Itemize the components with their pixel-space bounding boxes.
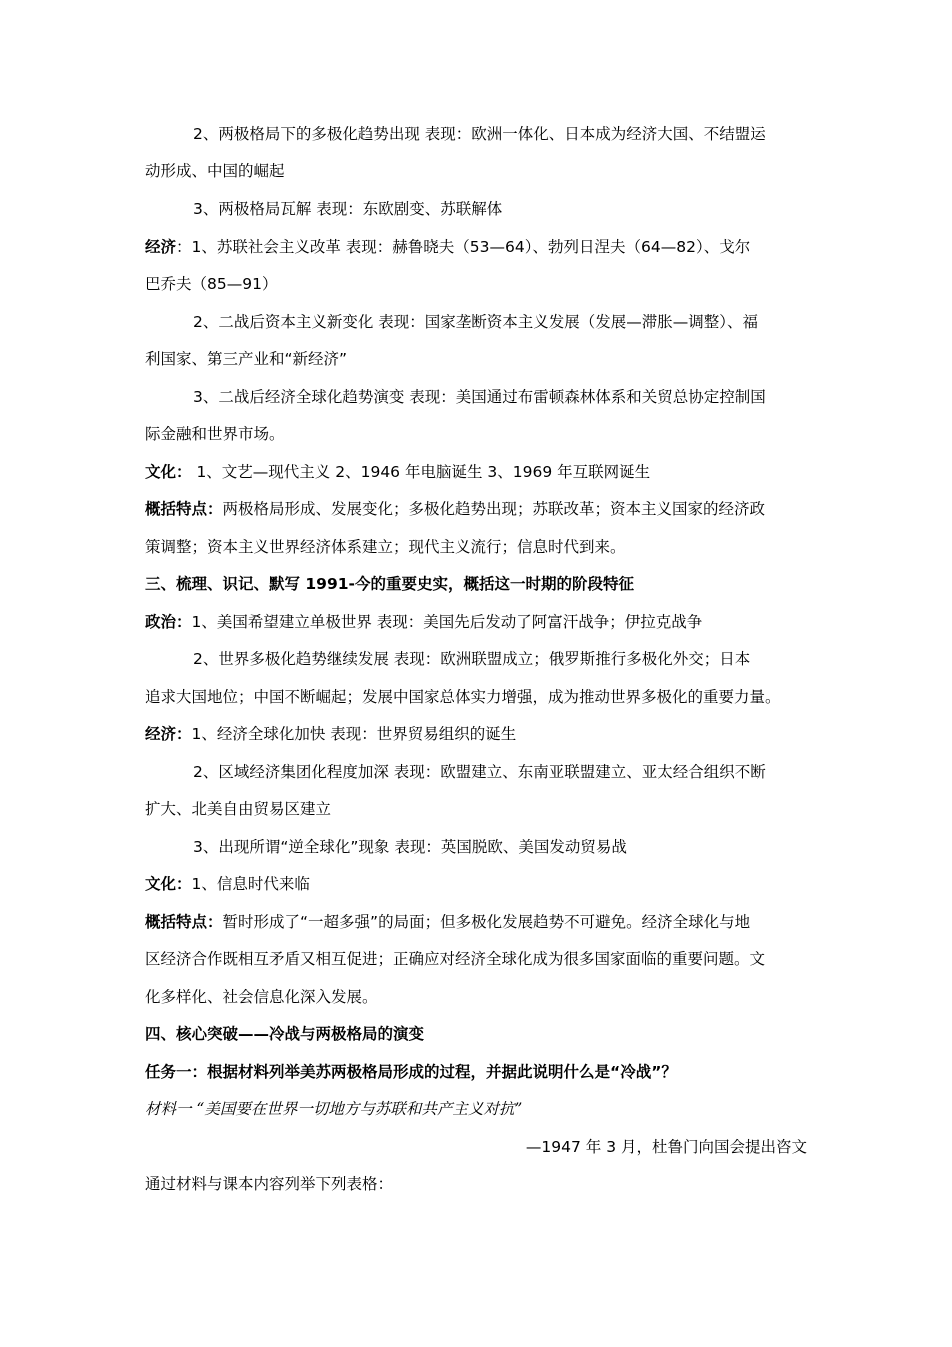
text-line (145, 724, 810, 744)
text-line: 区经济合作既相互矛盾又相互促进；正确应对经济全球化成为很多国家面临的重要问题。文 (145, 950, 766, 968)
text-line: 巴乔夫（85—91） (145, 275, 278, 293)
section-label: 概括特点： (145, 500, 223, 518)
section-heading: 三、梳理、识记、默写 1991-今的重要史实，概括这一时期的阶段特征 (145, 575, 634, 593)
text-line (145, 874, 810, 894)
text-span: 1、经济全球化加快 表现：世界贸易组织的诞生 (191, 725, 517, 743)
section-label: 概括特点： (145, 913, 223, 931)
material-quote: 材料一 “美国要在世界一切地方与苏联和共产主义对抗” (145, 1100, 523, 1118)
text-line: 扩大、北美自由贸易区建立 (145, 800, 332, 818)
text-line: 通过材料与课本内容列举下列表格： (145, 1175, 394, 1193)
text-line: 2、两极格局下的多极化趋势出现 表现：欧洲一体化、日本成为经济大国、不结盟运 (193, 125, 766, 143)
text-line: 化多样化、社会信息化深入发展。 (145, 988, 378, 1006)
text-line (145, 612, 810, 632)
text-line: 策调整；资本主义世界经济体系建立；现代主义流行；信息时代到来。 (145, 538, 626, 556)
section-heading: 四、核心突破——冷战与两极格局的演变 (145, 1025, 425, 1043)
text-line: 2、二战后资本主义新变化 表现：国家垄断资本主义发展（发展—滞胀—调整）、福 (193, 313, 759, 331)
text-line: 利国家、第三产业和“新经济” (145, 350, 348, 368)
text-line (145, 237, 810, 257)
text-line: 2、区域经济集团化程度加深 表现：欧盟建立、东南亚联盟建立、亚太经合组织不断 (193, 763, 766, 781)
text-span: 1、信息时代来临 (191, 875, 310, 893)
text-line (145, 499, 810, 519)
text-span: 暂时形成了“一超多强”的局面；但多极化发展趋势不可避免。经济全球化与地 (222, 913, 751, 931)
task-heading: 任务一：根据材料列举美苏两极格局形成的过程，并据此说明什么是“冷战”？ (145, 1063, 677, 1081)
text-line: 动形成、中国的崛起 (145, 162, 285, 180)
text-span: 两极格局形成、发展变化；多极化趋势出现；苏联改革；资本主义国家的经济政 (222, 500, 766, 518)
text-line (145, 912, 810, 932)
section-label: 经济 (145, 238, 177, 256)
text-line: 2、世界多极化趋势继续发展 表现：欧洲联盟成立；俄罗斯推行多极化外交；日本 (193, 650, 751, 668)
section-label: 文化： (145, 463, 192, 481)
text-span: 1、美国希望建立单极世界 表现：美国先后发动了阿富汗战争；伊拉克战争 (191, 613, 703, 631)
text-line: 3、出现所谓“逆全球化”现象 表现：英国脱欧、美国发动贸易战 (193, 838, 627, 856)
quote-attribution: —1947 年 3 月，杜鲁门向国会提出咨文 (525, 1138, 807, 1156)
section-label: 经济： (145, 725, 192, 743)
section-label: 文化： (145, 875, 192, 893)
text-line: 追求大国地位；中国不断崛起；发展中国家总体实力增强，成为推动世界多极化的重要力量。 (145, 688, 781, 706)
text-span: ：1、苏联社会主义改革 表现：赫鲁晓夫（53—64）、勃列日涅夫（64—82）、戈尔 (176, 238, 751, 256)
text-line (145, 462, 810, 482)
section-label: 政治： (145, 613, 192, 631)
text-span: 1、文艺—现代主义 2、1946 年电脑诞生 3、1969 年互联网诞生 (191, 463, 651, 481)
text-line: 际金融和世界市场。 (145, 425, 285, 443)
text-line: 3、二战后经济全球化趋势演变 表现：美国通过布雷顿森林体系和关贸总协定控制国 (193, 388, 766, 406)
text-line: 3、两极格局瓦解 表现：东欧剧变、苏联解体 (193, 200, 503, 218)
